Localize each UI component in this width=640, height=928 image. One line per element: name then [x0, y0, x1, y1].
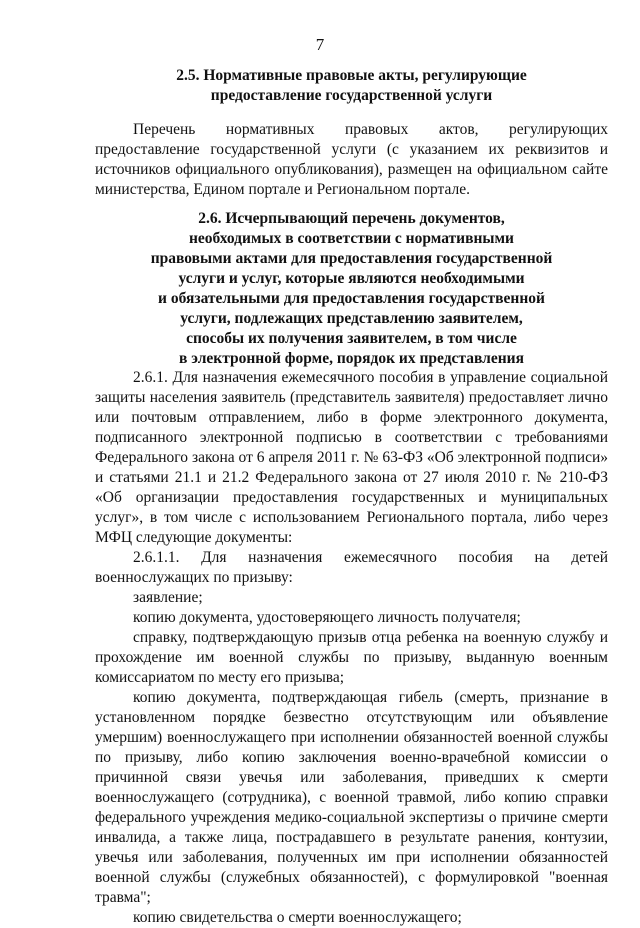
list-item-application: заявление;: [133, 589, 203, 606]
paragraph-2-6-1: 2.6.1. Для назначения ежемесячного пособия в управление социальной защиты населения заявитель (представитель заявителя) предоставляет лично или почтовым отправлением, либо в форме электронного документа, подписанного электронной подписью в соответствии с требованиями Федерального закона от 6 апреля 2011 г. № 63-ФЗ «Об электронной подписи» и статьями 21.1 и 21.2 Федерального закона от 27 июля 2010 г. № 210-ФЗ «Об организации предоставления государственных и муниципальных услуг», в том числе с использованием Регионального портала, либо через МФЦ следующие документы:: [95, 369, 608, 546]
section-2-6-heading: 2.6. Исчерпывающий перечень документов, необходимых в соответствии с нормативными правовыми актами для предоставления государственной услуги и услуг, которые являются необходимыми и обязательными для предоставления государственной услуги, подлежащих представлению заявителем, способы их получения заявителем, в том числе в электронной форме, порядок их представления: [150, 210, 553, 367]
page-number: 7: [315, 35, 325, 54]
section-2-6-body: [95, 368, 608, 928]
section-2-5-heading: 2.5. Нормативные правовые акты, регулирующие предоставление государственной услуги: [176, 67, 527, 104]
paragraph-2-6-1-1: 2.6.1.1. Для назначения ежемесячного пособия на детей военнослужащих по призыву:: [95, 549, 608, 586]
list-item-death-confirmation: копию документа, подтверждающая гибель (смерть, признание в установленном порядке безвестно отсутствующим или объявление умершим) военнослужащего при исполнении обязанностей военной службы по призыву, либо копию заключения военно-врачебной комиссии о причинной связи увечья или заболевания, приведших к смерти военнослужащего (сотрудника), с военной травмой, либо копию справки федерального учреждения медико-социальной экспертизы о причине смерти инвалида, а также лица, пострадавшего в результате ранения, контузии, увечья или заболевания, полученных им при исполнении обязанностей военной службы (служебных обязанностей), с формулировкой "военная травма";: [95, 689, 608, 906]
section-2-5-paragraph: Перечень нормативных правовых актов, регулирующих предоставление государственной услуги (с указанием их реквизитов и источников официального опубликования), размещен на официальном сайте министерства, Едином портале и Региональном портале.: [95, 121, 608, 198]
list-item-death-certificate: копию свидетельства о смерти военнослужащего;: [133, 909, 462, 926]
list-item-identity-document: копию документа, удостоверяющего личность получателя;: [133, 609, 521, 626]
list-item-conscription-certificate: справку, подтверждающую призыв отца ребенка на военную службу и прохождение им военной службы по призыву, выданную военным комиссариатом по месту его призыва;: [95, 629, 608, 686]
